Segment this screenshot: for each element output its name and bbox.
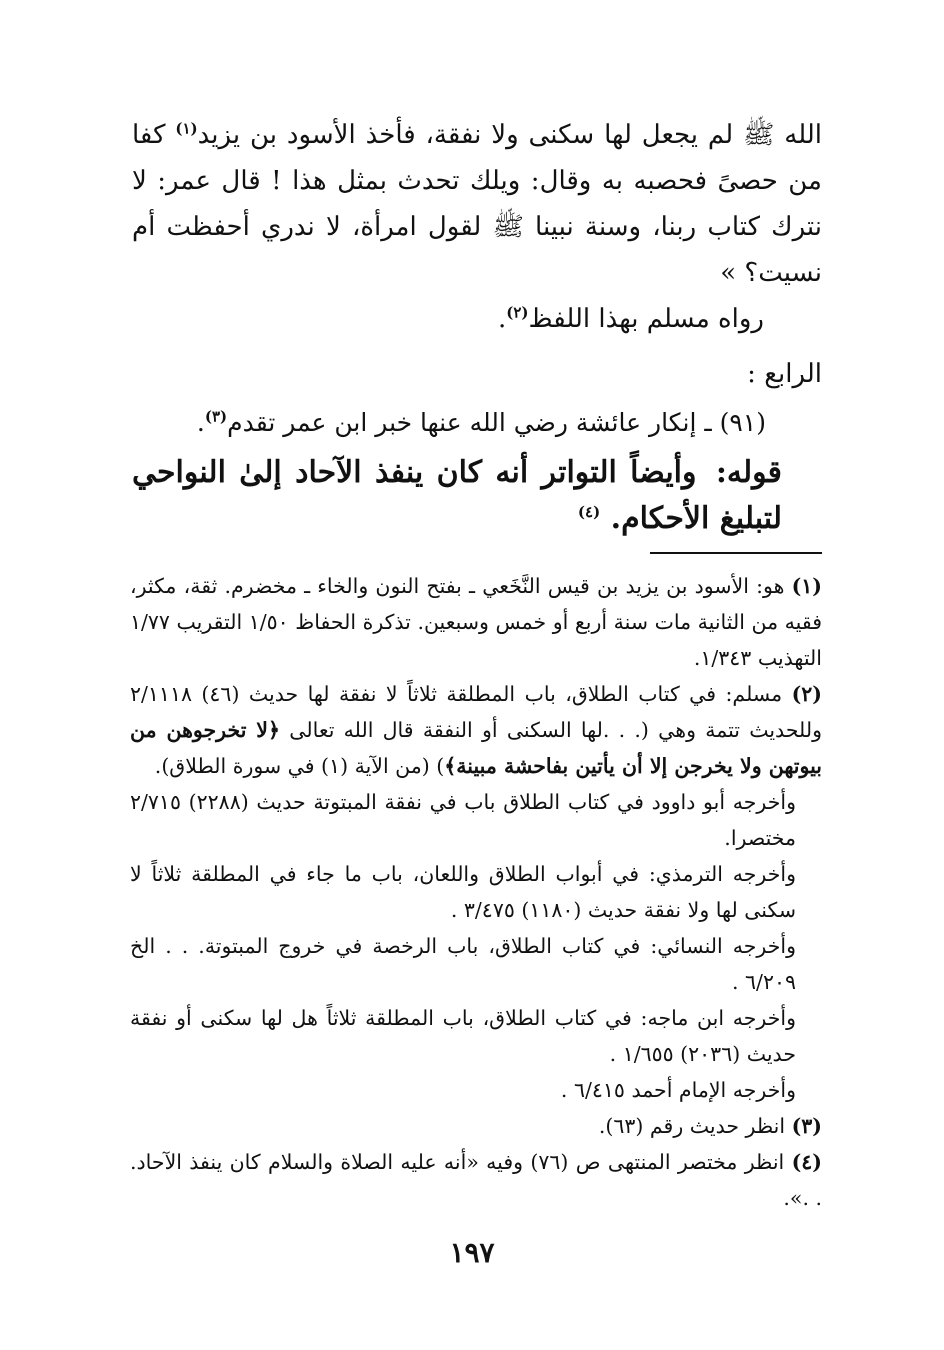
period: . [196,408,205,437]
paragraph-text: رواه مسلم بهذا اللفظ [528,304,764,334]
footnote-text: مسلم: في كتاب الطلاق، باب المطلقة ثلاثاً لا نفقة لها حديث (٤٦) ٢/١١١٨ وللحديث تتمة وهي (. . .لها السكنى أو النفقة قال الله تعالى [130,682,822,742]
footnote-ref-4: (٤) [577,503,601,521]
footnote-text: هو: الأسود بن يزيد بن قيس النَّخَعي ـ بفتح النون والخاء ـ مخضرم. ثقة، مكثر، فقيه من الثانية مات سنة أربع أو خمس وسبعين. تذكرة الحفاظ ١/٥٠ التقريب ١/٧٧ التهذيب ١/٣٤٣. [130,574,822,670]
footnote-ref-2: (٢) [506,303,529,322]
footnote-3 [130,1108,822,1144]
item-text: (٩١) ـ إنكار عائشة رضي الله عنها خبر ابن عمر تقدم [227,408,766,437]
main-text [132,112,822,542]
paragraph-text: كفا من حصىً فحصبه به وقال: ويلك تحدث بمثل هذا ! قال عمر: لا نترك كتاب ربنا، وسنة نبينا ﷺ لقول امرأة، لا ندري أحفظت أم نسيت؟ » [132,120,822,288]
paragraph-text: الله ﷺ لم يجعل لها سكنى ولا نفقة، فأخذ الأسود بن يزيد [197,120,823,150]
footnote-2 [130,676,822,784]
qawl-paragraph [132,450,822,542]
footnote-2-abudawud: وأخرجه أبو داوود في كتاب الطلاق باب في نفقة المبتوتة حديث (٢٢٨٨) ٢/٧١٥ مختصرا. [130,790,796,850]
footnote-number: (٣) [791,1114,822,1138]
footnote-ref-3: (٣) [204,407,228,426]
qawl-lead: قوله: [715,455,782,490]
footnote-4 [130,1144,822,1216]
footnote-2-nasai: وأخرجه النسائي: في كتاب الطلاق، باب الرخصة في خروج المبتوتة. . . الخ ٦/٢٠٩ . [130,934,796,994]
footnotes [130,568,822,1216]
qawl-text: وأيضاً التواتر أنه كان ينفذ الآحاد إلىٰ النواحي لتبليغ الأحكام. [132,455,782,536]
footnote-2-tirmidhi: وأخرجه الترمذي: في أبواب الطلاق واللعان، باب ما جاء في المطلقة ثلاثاً لا سكنى لها ولا نفقة حديث (١١٨٠) ٣/٤٧٥ . [130,862,796,922]
footnote-number: (٤) [791,1150,822,1174]
section-heading: الرابع : [747,359,822,389]
footnote-text: انظر مختصر المنتهى ص (٧٦) وفيه «أنه عليه الصلاة والسلام كان ينفذ الآحاد. . .». [130,1150,822,1210]
period: . [497,304,507,334]
paragraph-hadith [132,112,822,296]
footnote-2-ahmad: وأخرجه الإمام أحمد ٦/٤١٥ . [560,1078,796,1102]
footnote-number: (٢) [791,682,822,706]
numbered-item [132,402,822,444]
footnote-1 [130,568,822,676]
footnote-ref-1: (١) [175,119,198,138]
page-number: ١٩٧ [449,1236,495,1269]
paragraph-riwaya [132,296,822,342]
quran-verse: ﴿لا تخرجوهن من بيوتهن ولا يخرجن إلا أن يأتين بفاحشة مبينة﴾ [130,718,822,778]
footnote-number: (١) [791,574,822,598]
footnote-text: انظر حديث رقم (٦٣). [598,1114,786,1138]
footnote-text: ) (من الآية (١) في سورة الطلاق). [154,754,445,778]
footnote-2-ibnmajah: وأخرجه ابن ماجه: في كتاب الطلاق، باب المطلقة ثلاثاً هل لها سكنى أو نفقة حديث (٢٠٣٦) ١/٦٥٥ . [130,1006,796,1066]
footnote-separator [650,552,822,554]
